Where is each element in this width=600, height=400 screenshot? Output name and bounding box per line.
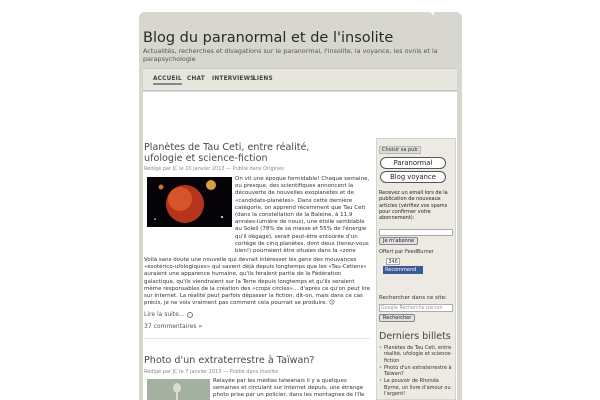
main-nav (143, 68, 457, 91)
read-more-label[interactable]: Lire la suite... (144, 311, 185, 318)
comments-link[interactable]: 37 commentaires » (144, 323, 203, 330)
site-description: Actualités, recherches et divagations sur le paranormal, l'insolite, la voyance, les ovnis et la parapsychologie (143, 47, 438, 63)
email-input[interactable] (379, 229, 453, 236)
facebook-recommend-button[interactable]: Recommend (383, 266, 423, 274)
nav-item-interviews[interactable]: INTERVIEWS (212, 76, 255, 82)
post-meta: Rédigé par JC le 10 janvier 2013 — Publié dans Origines (144, 166, 284, 172)
subscribe-button[interactable]: Je m'abonne (379, 237, 418, 245)
alien-photo-illustration (147, 379, 210, 400)
post-meta: Rédigé par JC le 7 janvier 2013 — Publié dans Insolite (144, 369, 279, 375)
nav-item-accueil[interactable]: ACCUEIL (153, 76, 182, 85)
post-title[interactable]: Photo d'un extraterrestre à Taïwan? (144, 355, 315, 366)
search-button[interactable]: Rechercher (379, 314, 415, 322)
recent-post-item[interactable]: • Photo d'un extraterrestre à Taïwan? (379, 365, 455, 378)
read-more-link[interactable] (144, 311, 193, 318)
post-image-planets[interactable] (147, 177, 232, 227)
post-image-alien[interactable] (147, 379, 210, 400)
post-excerpt: Relayée par les médias taïwanais il y a quelques semaines et circulant sur Internet depuis, une étrange photo prise par un policier, dans les montagnes de l'île (213, 378, 365, 399)
email-subscribe-text: Recevez un email lors de la publication de nouveaux articles (vérifiez vos spams pour confirmer votre abonnement): (379, 190, 448, 222)
recent-post-item[interactable]: • Le pouvoir de Rhonda Byrne, un livre d'amour ou l'argent! (379, 378, 455, 397)
site-title[interactable]: Blog du paranormal et de l'insolite (143, 30, 394, 46)
recent-posts-heading: Derniers billets (379, 331, 451, 342)
blog-voyance-button[interactable]: Blog voyance (380, 171, 446, 183)
search-label: Rechercher dans ce site: (379, 295, 447, 301)
post-excerpt: On vit une époque formidable! Chaque semaine, ou presque, des scientifiques annoncent la découverte de nouvelles exoplanètes et de «candidats-planètes». Dans cette dernière catégorie, on apprend récemment que Tau Ceti (dans la constellation de la Baleine, à 11,9 années-lumière de nous), une étoile semblable au Soleil (78% de sa masse et 55% de l'énergie qu'il dégage), serait peut-être entourée d'un cortège de cinq planètes, dont deux (tenez-vous bien!) pourraient être situées dans la «zone (235, 176, 370, 254)
nav-item-liens[interactable]: LIENS (253, 76, 273, 82)
paranormal-button[interactable]: Paranormal (380, 157, 446, 169)
post-title[interactable]: Planètes de Tau Ceti, entre réalité, ufologie et science-fiction (144, 142, 310, 164)
feedburner-credit[interactable]: Offert par FeedBurner (379, 249, 434, 255)
search-input[interactable]: Google Recherche person (379, 304, 453, 312)
nav-item-chat[interactable]: CHAT (187, 76, 205, 82)
like-count: 346 (386, 258, 400, 265)
recent-post-item[interactable]: • Planètes de Tau Ceti, entre réalité, ufologie et science-fiction (379, 345, 455, 364)
planets-illustration (147, 177, 232, 227)
arrow-icon (187, 312, 193, 318)
post-excerpt-continued: Voilà sans doute une nouvelle qui devrait intéresser les gens des mouvances «ésotérico-ufologiques» qui savent déjà depuis longtemps que les «Tau-Cetiens» auraient une apparence humaine, qu'ils feraient partie de la Fédération galactique, qu'ils viendraient sur la Terre depuis longtemps et qu'ils seraient même responsables de la création des «crops circles»... d'après ce qu'on peut lire sur Internet. La réalité peut parfois dépasser la fiction, dit-on, mais dans ce cas précis, je ne vois vraiment pas comment cela pourrait se produire. 😉 (144, 257, 371, 307)
choisir-pub-link[interactable]: Choisir sa pub (379, 146, 421, 154)
post-divider (144, 338, 370, 339)
recent-posts-list (379, 345, 455, 398)
